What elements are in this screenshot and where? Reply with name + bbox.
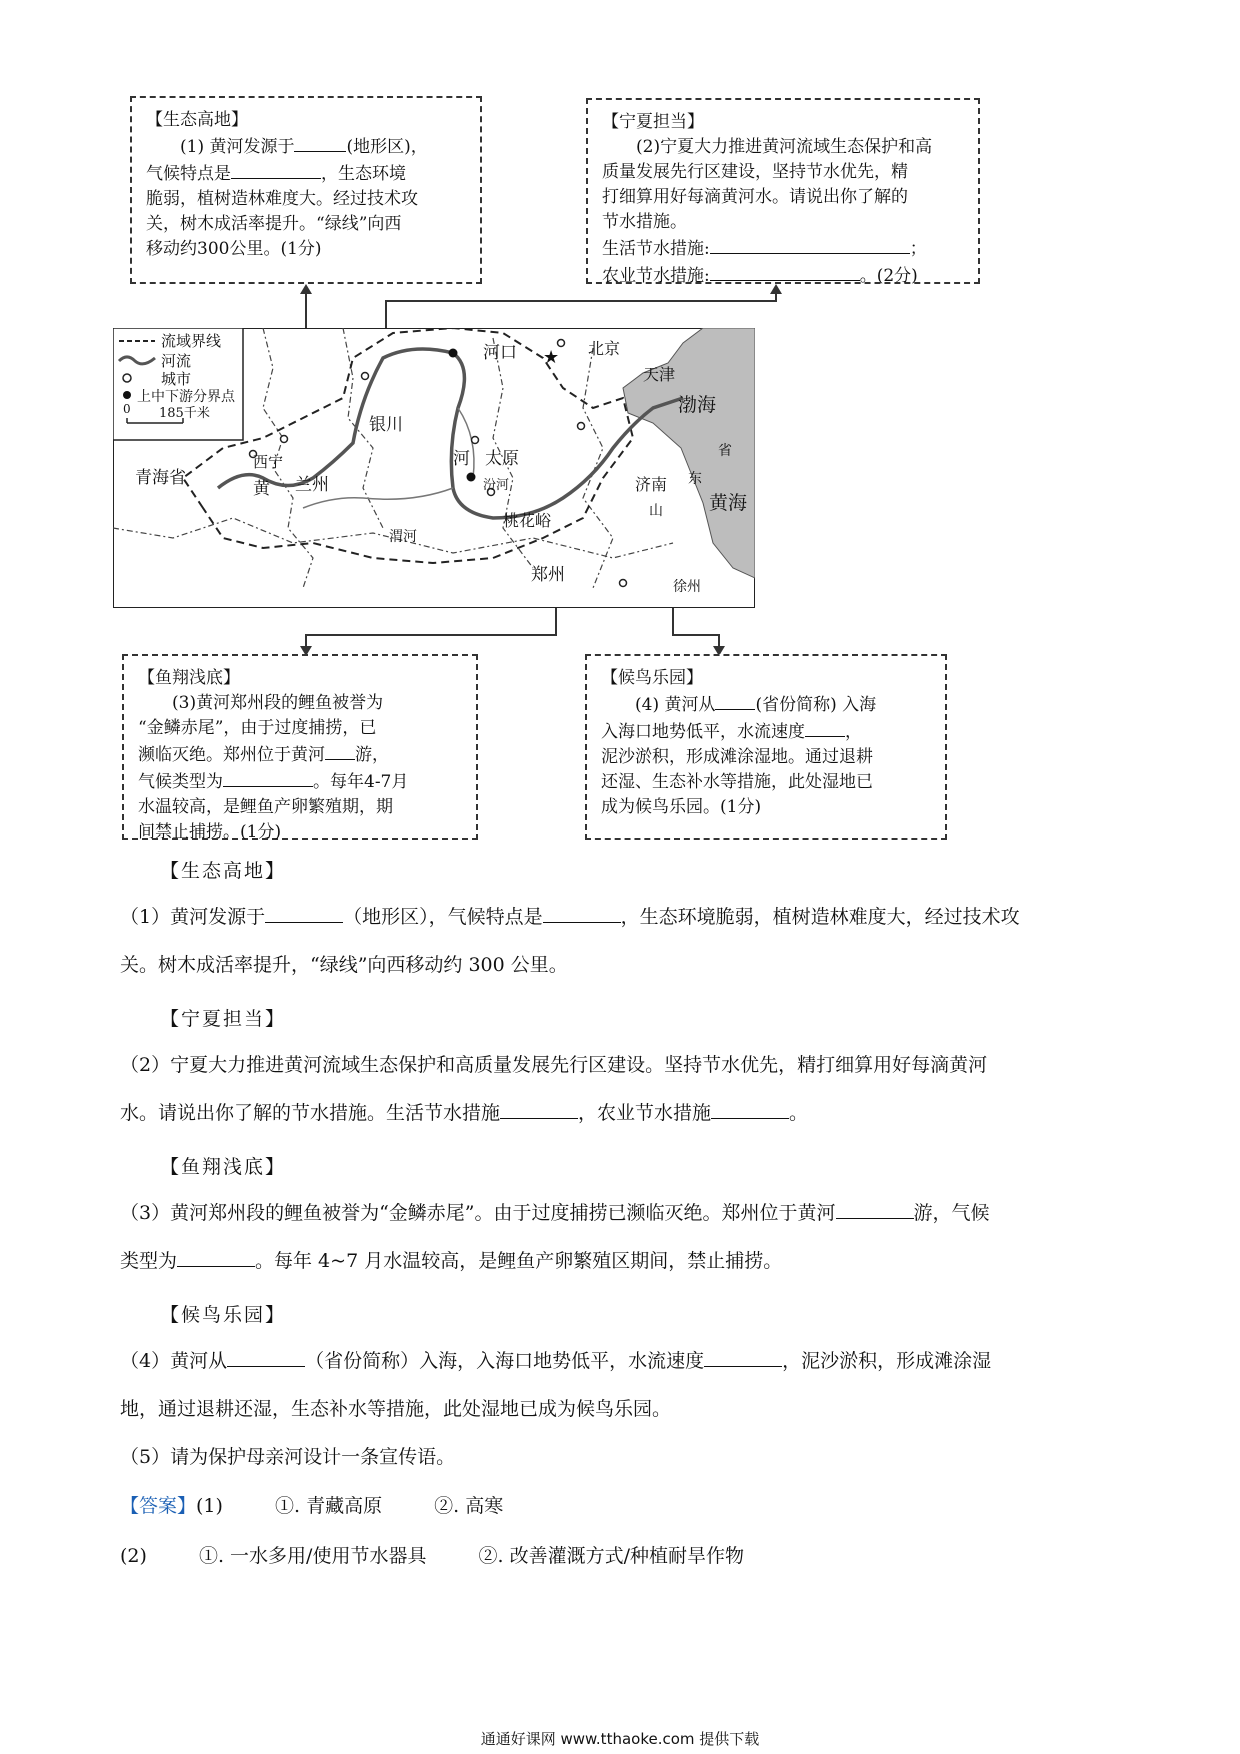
answer-1: 【答案】(1) ①. 青藏高原 ②. 高寒 (120, 1495, 504, 1517)
question-4: （4）黄河从 （省份简称）入海，入海口地势低平，水流速度 ，泥沙淤积，形成滩涂湿 地，通过退耕还湿，生态补水等措施，此处湿地已成为候鸟乐园。 (120, 1350, 992, 1420)
blank-flow-speed (805, 718, 845, 737)
question-3: （3）黄河郑州段的鲤鱼被誉为“金鳞赤尾”。由于过度捕捞已濒临灭绝。郑州位于黄河 游，气候 类型为 。每年 4~7 月水温较高，是鲤鱼产卵繁殖区期间，禁止捕捞。 (120, 1202, 990, 1272)
footer: 通通好课网 www.tthaoke.com 提供下载 (480, 1730, 760, 1748)
answer-tag: 【答案】 (120, 1495, 197, 1517)
blank-terrain (294, 133, 346, 152)
connector-line (718, 634, 720, 646)
question-1: （1）黄河发源于 （地形区），气候特点是 ，生态环境脆弱，植树造林难度大，经过技术攻 关。树木成活率提升，“绿线”向西移动约 300 公里。 (120, 906, 1020, 976)
legend-boundary: 流域界线 (161, 332, 222, 350)
blank-reach (325, 741, 355, 760)
arrow-up-icon (300, 284, 312, 294)
legend-divide: 上中下游分界点 (137, 389, 235, 405)
box-title: 【宁夏担当】 (602, 112, 704, 132)
legend-scale-zero: 0 (123, 402, 131, 416)
map-labels: 流域界线 河流 城市 上中下游分界点 0 185千米 青海省 西宁 黄 兰州 银川 河口 河 太原 汾河 渭河 桃花峪 郑州 北京 天津 渤海 济南 山 东 省 黄海 徐州 (123, 332, 748, 595)
box-migratory-birds: 【候鸟乐园】 (4) 黄河从 (省份简称) 入海 入海口地势低平，水流速度 ， 泥沙淤积，形成滩涂湿地。通过退耕 还湿、生态补水等措施，此处湿地已 成为候鸟乐园。(1分) (585, 654, 947, 840)
question-2: （2）宁夏大力推进黄河流域生态保护和高质量发展先行区建设。坚持节水优先，精打细算用好每滴黄河 水。请说出你了解的节水措施。生活节水措施 ，农业节水措施 。 (120, 1054, 988, 1124)
connector-line (305, 634, 307, 646)
legend-city: 城市 (161, 370, 192, 388)
question-5: （5）请为保护母亲河设计一条宣传语。 (120, 1446, 456, 1468)
connector-line (305, 634, 557, 636)
answer-2: (2) ①. 一水多用/使用节水器具 ②. 改善灌溉方式/种植耐旱作物 (120, 1545, 744, 1567)
section-title: 【宁夏担当】 (160, 1008, 287, 1030)
connector-line (385, 300, 777, 302)
section-title: 【候鸟乐园】 (160, 1304, 287, 1326)
svg-text:★: ★ (543, 347, 560, 368)
connector-line (672, 634, 720, 636)
section-title: 【鱼翔浅底】 (160, 1156, 287, 1178)
arrow-up-icon (770, 284, 782, 294)
box-title: 【鱼翔浅底】 (138, 668, 240, 688)
box-fish: 【鱼翔浅底】 (3)黄河郑州段的鲤鱼被誉为 “金鳞赤尾”，由于过度捕捞，已 濒临灭绝。郑州位于黄河 游， 气候类型为 。每年4-7月 水温较高，是鲤鱼产卵繁殖期，期 间禁止捕捞。(1分) (122, 654, 478, 840)
blank-agriculture (710, 262, 860, 281)
blank-climate (231, 160, 321, 179)
blank-climate-type (223, 768, 313, 787)
box-title: 【生态高地】 (146, 110, 248, 130)
legend-scale: 185千米 (159, 406, 210, 421)
box-title: 【候鸟乐园】 (601, 668, 703, 688)
blank-household (710, 235, 910, 254)
section-title: 【生态高地】 (160, 860, 287, 882)
blank-province (715, 691, 755, 710)
box-ecological-highland: 【生态高地】 (1) 黄河发源于 (地形区)， 气候特点是 ，生态环境 脆弱，植树造林难度大。经过技术攻 关，树木成活率提升。“绿线”向西 移动约300公里。(1分) (130, 96, 482, 284)
box-ningxia: 【宁夏担当】 (2)宁夏大力推进黄河流域生态保护和高 质量发展先行区建设，坚持节水优先，精 打细算用好每滴黄河水。请说出你了解的 节水措施。 生活节水措施: ； 农业节水措施: 。(2分) (586, 98, 980, 284)
legend-river: 河流 (161, 352, 192, 370)
